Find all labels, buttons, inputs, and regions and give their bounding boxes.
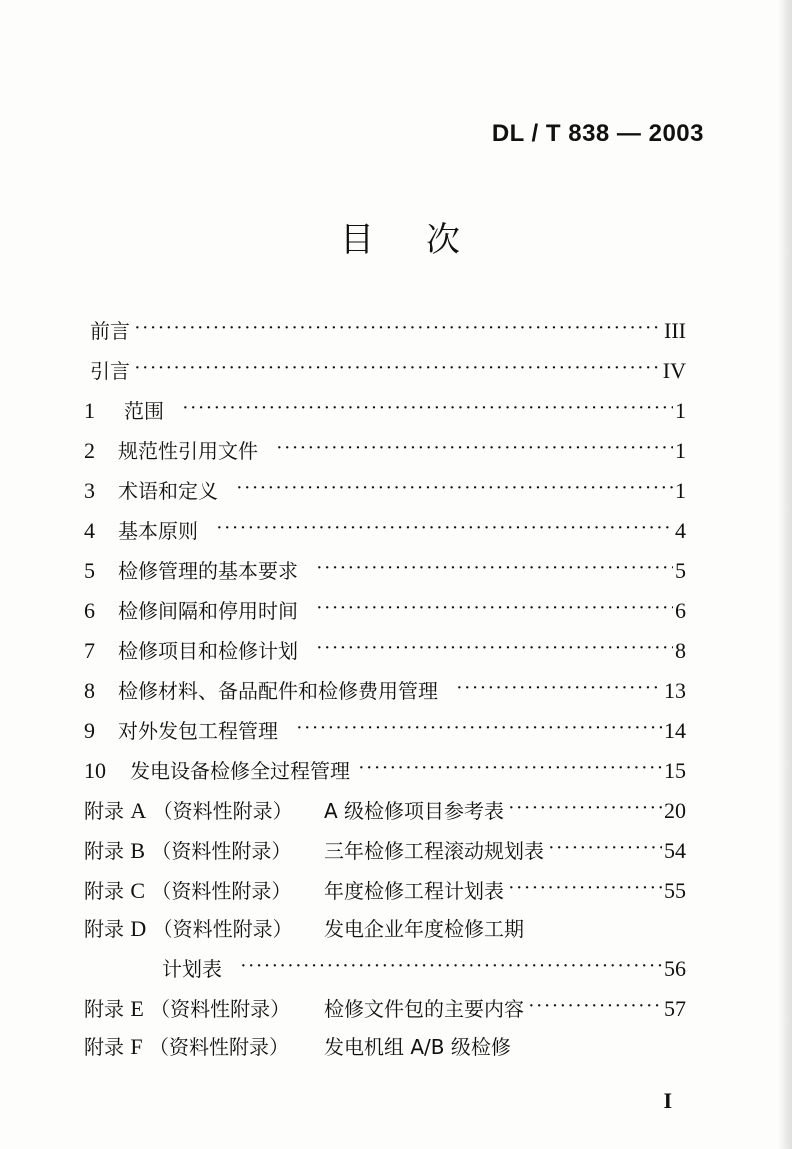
leader-dots [182,397,673,420]
appendix-prefix: 附录 [84,917,124,941]
toc-entry-page: 14 [664,718,686,743]
toc-entry [84,312,686,344]
leader-dots [134,317,662,340]
leader-dots [316,597,673,620]
appendix-title: 三年检修工程滚动规划表 [324,839,544,863]
appendix-page: 57 [664,996,686,1021]
toc-entry-number: 1 [84,398,95,423]
toc-entry-page: 5 [675,558,686,583]
toc-entry [84,432,686,464]
toc-entry-page: IV [662,358,686,383]
leader-dots [508,797,662,820]
leader-dots [456,677,662,700]
toc-entry-page: 1 [675,478,686,503]
toc-entry-page: 4 [675,518,686,543]
toc-title: 目次 [340,220,512,260]
toc-entry-number: 7 [84,638,95,663]
toc-entry-number: 4 [84,518,95,543]
appendix-entry [84,990,686,1022]
toc-entry [84,352,686,384]
toc-entry-number: 6 [84,598,95,623]
appendix-label [84,1031,324,1060]
appendix-prefix: 附录 [84,839,124,863]
toc-entry [84,712,686,744]
appendix-page: 55 [664,878,686,903]
toc-entry [84,512,686,544]
leader-dots [358,757,662,780]
toc-entry-label: 检修项目和检修计划 [118,639,298,663]
appendix-label [84,835,324,864]
appendix-entry [84,1028,686,1060]
toc-entry [84,392,686,424]
appendix-page: 56 [664,956,686,981]
appendix-label [84,795,324,824]
page-number: I [663,1088,672,1113]
toc-entry-label: 检修间隔和停用时间 [118,599,298,623]
toc-entry-number: 9 [84,718,95,743]
toc-entry-number: 5 [84,558,95,583]
toc-entry-label: 范围 [124,399,164,423]
leader-dots [296,717,662,740]
toc-entry-page: 8 [675,638,686,663]
appendix-letter: A [130,798,147,823]
appendix-label [84,913,324,942]
toc-entry-label: 前言 [90,319,130,343]
toc-entry-label: 基本原则 [118,519,198,543]
toc-entry-label: 检修管理的基本要求 [118,559,298,583]
appendix-prefix: 附录 [84,879,124,903]
toc-entry-label: 对外发包工程管理 [118,719,278,743]
leader-dots [276,437,673,460]
toc-entry-label: 发电设备检修全过程管理 [130,759,350,783]
leader-dots [548,837,662,860]
leader-dots [316,557,673,580]
appendix-type: （资料性附录） [148,1035,289,1059]
leader-dots [316,637,673,660]
toc-entry [84,632,686,664]
appendix-entry-continuation [84,950,686,982]
appendix-page: 20 [664,798,686,823]
appendix-title: 年度检修工程计划表 [324,879,504,903]
leader-dots [508,877,662,900]
toc-entry [84,672,686,704]
appendix-prefix: 附录 [84,799,124,823]
document-code: DL / T 838 — 2003 [491,120,704,147]
toc-entry-page: 6 [675,598,686,623]
toc-entry [84,752,686,784]
toc-entry-label: 术语和定义 [118,479,218,503]
toc-entry-number: 10 [84,758,106,783]
leader-dots [528,995,662,1018]
appendix-page: 54 [664,838,686,863]
appendix-type: （资料性附录） [151,879,292,903]
appendix-entry [84,792,686,824]
leader-dots [134,357,661,380]
appendix-title: 发电机组 A/B 级检修 [324,1035,511,1059]
toc-entry-label: 引言 [90,359,130,383]
appendix-letter: B [130,838,146,863]
toc-entry [84,552,686,584]
appendix-title: A 级检修项目参考表 [324,799,505,823]
appendix-entry [84,872,686,904]
toc-entry-page: 13 [664,678,686,703]
toc-entry-number: 2 [84,438,95,463]
appendix-entry [84,910,686,942]
appendix-prefix: 附录 [84,997,124,1021]
appendix-prefix: 附录 [84,1035,124,1059]
appendix-title-continuation: 计划表 [162,957,222,981]
toc-entry [84,592,686,624]
appendix-letter: C [130,878,146,903]
toc-entry-label: 规范性引用文件 [118,439,258,463]
toc-entry-number: 3 [84,478,95,503]
toc-entry-page: III [664,318,686,343]
leader-dots [236,477,673,500]
appendix-letter: F [130,1034,143,1059]
toc-entry-page: 15 [664,758,686,783]
appendix-title: 发电企业年度检修工期 [324,917,524,941]
toc-entry-number: 8 [84,678,95,703]
appendix-type: （资料性附录） [152,917,293,941]
leader-dots [240,955,662,978]
appendix-label [84,875,324,904]
appendix-label [84,993,324,1022]
appendix-entry [84,832,686,864]
appendix-type: （资料性附录） [150,997,291,1021]
appendix-title: 检修文件包的主要内容 [324,997,524,1021]
toc-entry-page: 1 [675,438,686,463]
appendix-type: （资料性附录） [152,799,293,823]
toc-entry-page: 1 [675,398,686,423]
toc-entry-label: 检修材料、备品配件和检修费用管理 [118,679,438,703]
leader-dots [216,517,673,540]
appendix-type: （资料性附录） [151,839,292,863]
toc-entry [84,472,686,504]
page-edge-shadow [778,0,792,1149]
appendix-letter: D [130,916,147,941]
appendix-letter: E [130,996,144,1021]
